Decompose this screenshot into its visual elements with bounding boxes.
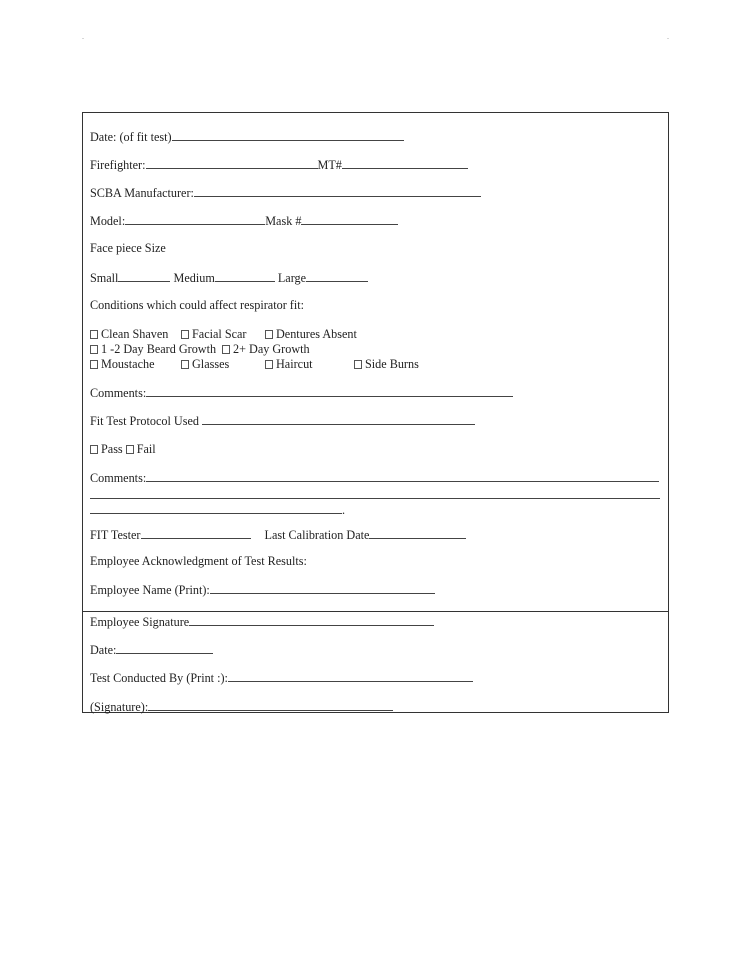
fail-option[interactable] — [126, 442, 156, 456]
glasses-label: Glasses — [192, 357, 230, 371]
checkbox-icon — [265, 360, 273, 369]
scba-field[interactable] — [194, 185, 481, 197]
protocol-field[interactable] — [202, 413, 475, 425]
model-label: Model: — [90, 214, 126, 228]
comments2-label: Comments: — [90, 471, 147, 485]
pass-label: Pass — [101, 442, 123, 456]
facepiece-label: Face piece Size — [90, 241, 166, 255]
tester-row — [90, 527, 466, 543]
signature-field[interactable] — [148, 699, 393, 711]
facial-scar-option[interactable] — [181, 327, 246, 342]
haircut-label: Haircut — [276, 357, 313, 371]
mask-label: Mask # — [265, 214, 302, 228]
fail-label: Fail — [136, 442, 156, 456]
size-row — [90, 270, 368, 286]
comments1-field[interactable] — [146, 385, 513, 397]
checkbox-icon — [265, 330, 273, 339]
dentures-absent-option[interactable] — [265, 327, 357, 342]
scba-row — [90, 185, 481, 201]
fit-tester-field[interactable] — [141, 527, 251, 539]
checkbox-icon — [354, 360, 362, 369]
beard-1-2-label: 1 -2 Day Beard Growth — [101, 342, 217, 356]
date-row — [90, 129, 404, 145]
date2-field[interactable] — [116, 642, 213, 654]
firefighter-field[interactable] — [146, 157, 318, 169]
conditions-row-1 — [90, 327, 530, 342]
checkbox-icon — [90, 360, 98, 369]
small-label: Small — [90, 271, 119, 285]
employee-name-label: Employee Name (Print): — [90, 583, 210, 597]
checkbox-icon — [90, 445, 98, 454]
comments1-label: Comments: — [90, 386, 147, 400]
side-burns-option[interactable] — [354, 357, 419, 372]
checkbox-icon — [90, 345, 98, 354]
employee-name-field[interactable] — [210, 582, 435, 594]
date-field[interactable] — [172, 129, 404, 141]
large-label: Large — [277, 271, 307, 285]
conducted-by-field[interactable] — [228, 670, 473, 682]
firefighter-label: Firefighter: — [90, 158, 146, 172]
signature-row — [90, 699, 393, 715]
mask-field[interactable] — [301, 213, 398, 225]
dentures-absent-label: Dentures Absent — [276, 327, 357, 341]
comments1-row — [90, 385, 513, 401]
beard-1-2-option[interactable] — [90, 342, 216, 357]
protocol-label: Fit Test Protocol Used — [90, 414, 199, 428]
checkbox-icon — [181, 330, 189, 339]
moustache-label: Moustache — [101, 357, 155, 371]
checkbox-icon — [90, 330, 98, 339]
growth-2plus-option[interactable] — [222, 342, 310, 357]
clean-shaven-label: Clean Shaven — [101, 327, 169, 341]
side-burns-label: Side Burns — [365, 357, 419, 371]
large-field[interactable] — [306, 270, 368, 282]
mt-field[interactable] — [342, 157, 468, 169]
clean-shaven-option[interactable] — [90, 327, 168, 342]
acknowledgment-label: Employee Acknowledgment of Test Results: — [90, 554, 307, 568]
model-field[interactable] — [125, 213, 265, 225]
comments2-field-3[interactable] — [90, 502, 342, 514]
conducted-by-row — [90, 670, 473, 686]
checkbox-icon — [222, 345, 230, 354]
fit-tester-label: FIT Tester — [90, 528, 141, 542]
comments2-row — [90, 470, 659, 486]
corner-mark-left: . — [82, 32, 84, 41]
conditions-row-2 — [90, 342, 530, 357]
checkbox-icon — [181, 360, 189, 369]
moustache-option[interactable] — [90, 357, 154, 372]
comments2-end: . — [342, 503, 346, 517]
result-row — [90, 442, 156, 457]
medium-field[interactable] — [215, 270, 275, 282]
small-field[interactable] — [118, 270, 170, 282]
medium-label: Medium — [173, 271, 215, 285]
comments2-field[interactable] — [146, 470, 659, 482]
conditions-row-3 — [90, 357, 530, 372]
employee-signature-field[interactable] — [189, 614, 434, 626]
last-calibration-field[interactable] — [369, 527, 466, 539]
signature-label: (Signature): — [90, 700, 149, 714]
last-calibration-label: Last Calibration Date — [264, 528, 370, 542]
model-row — [90, 213, 398, 229]
date2-row — [90, 642, 213, 658]
fit-test-form — [82, 112, 669, 713]
haircut-option[interactable] — [265, 357, 313, 372]
glasses-option[interactable] — [181, 357, 229, 372]
section-divider — [83, 611, 668, 612]
pass-option[interactable] — [90, 442, 123, 456]
mt-label: MT# — [317, 158, 342, 172]
scba-label: SCBA Manufacturer: — [90, 186, 194, 200]
comments2-line-3 — [90, 502, 345, 518]
firefighter-row — [90, 157, 468, 173]
protocol-row — [90, 413, 475, 429]
conducted-by-label: Test Conducted By (Print :): — [90, 671, 228, 685]
employee-signature-row — [90, 614, 434, 630]
date2-label: Date: — [90, 643, 117, 657]
comments2-line-2 — [90, 487, 660, 503]
facial-scar-label: Facial Scar — [192, 327, 247, 341]
growth-2plus-label: 2+ Day Growth — [233, 342, 310, 356]
employee-name-row — [90, 582, 435, 598]
employee-signature-label: Employee Signature — [90, 615, 190, 629]
conditions-label: Conditions which could affect respirator fit: — [90, 298, 305, 312]
comments2-field-2[interactable] — [90, 487, 660, 499]
checkbox-icon — [126, 445, 134, 454]
date-label: Date: (of fit test) — [90, 130, 172, 144]
corner-mark-right: . — [667, 32, 669, 41]
